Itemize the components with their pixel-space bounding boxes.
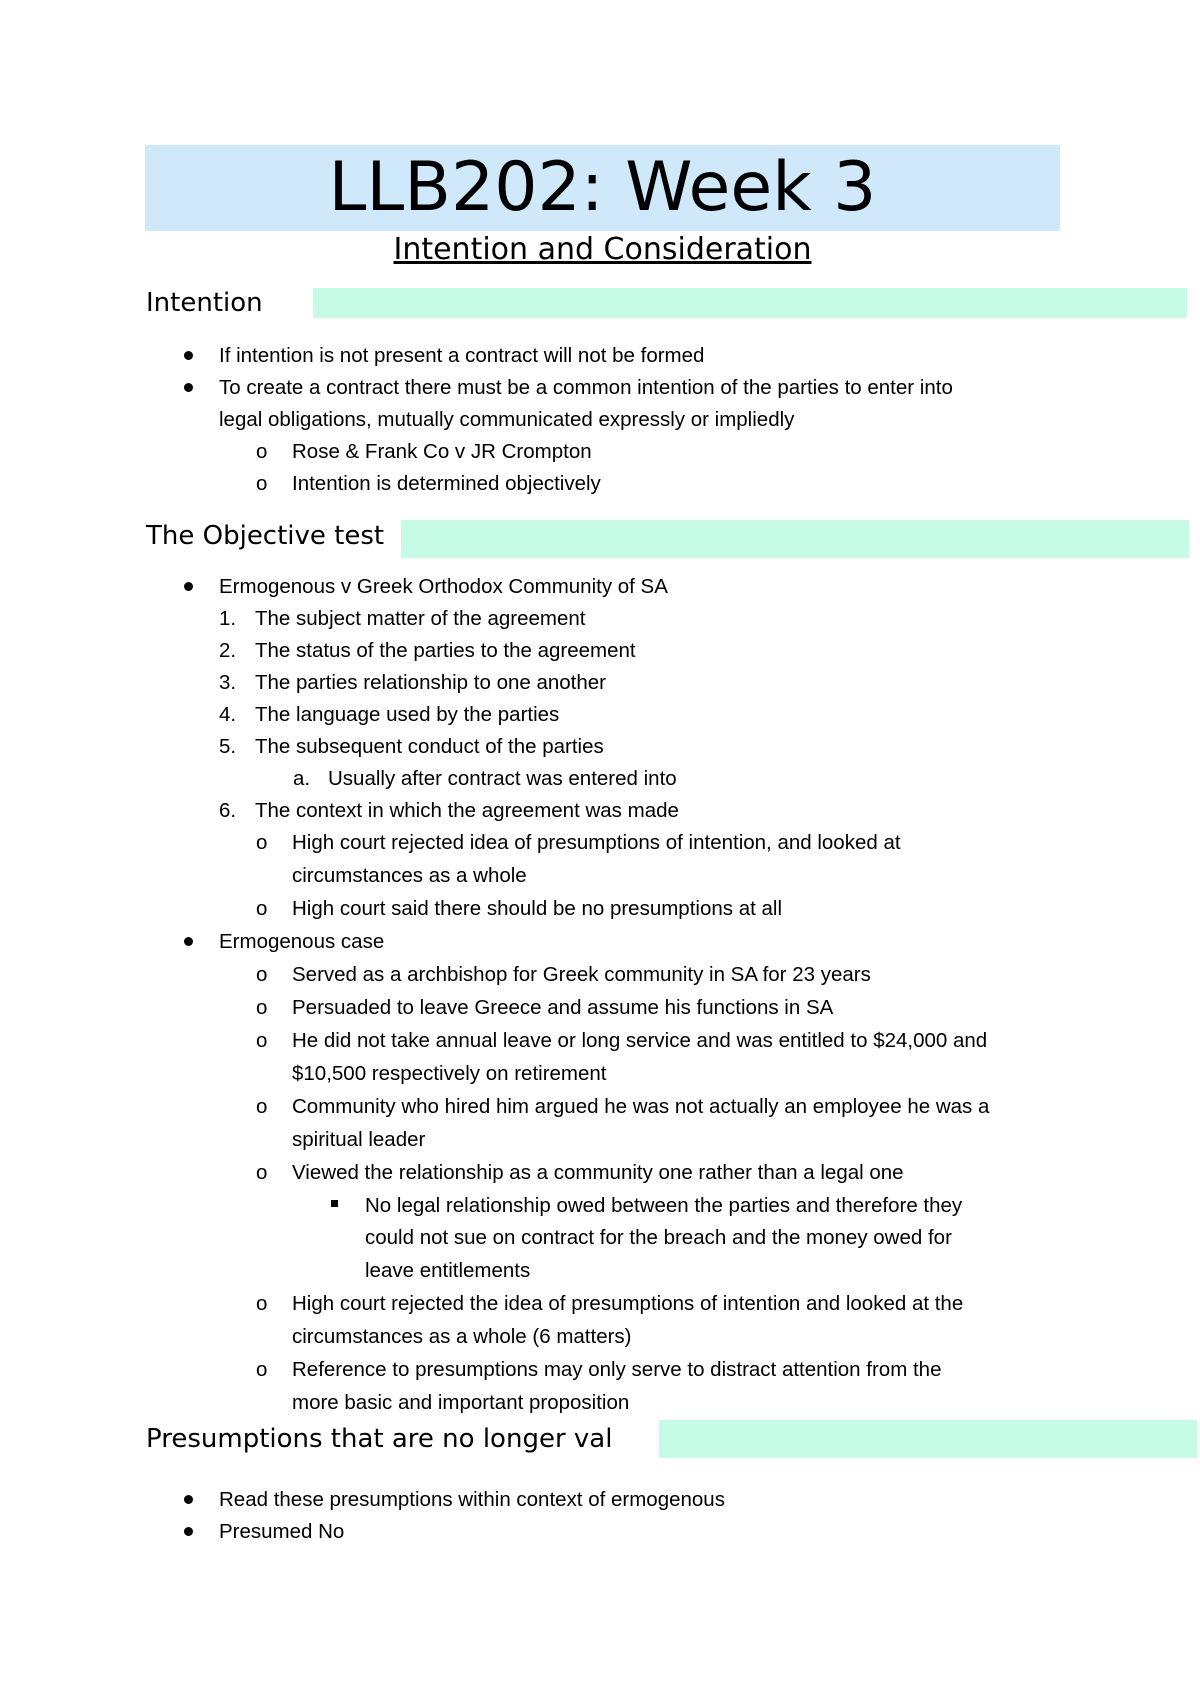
square-bullet-icon xyxy=(331,1200,338,1207)
list-item: The subject matter of the agreement xyxy=(255,607,586,630)
list-item-continuation: could not sue on contract for the breach and the money owed for xyxy=(365,1226,952,1249)
list-item: He did not take annual leave or long service and was entitled to $24,000 and xyxy=(292,1029,988,1052)
list-item-continuation: leave entitlements xyxy=(365,1259,531,1282)
list-number: 5. xyxy=(219,735,237,758)
list-number: 2. xyxy=(219,639,237,662)
list-item: High court said there should be no presumptions at all xyxy=(292,897,783,920)
list-item-continuation: spiritual leader xyxy=(292,1128,426,1151)
list-item: High court rejected the idea of presumptions of intention and looked at the xyxy=(292,1292,964,1315)
hollow-bullet-icon: o xyxy=(256,1029,268,1052)
list-item-continuation: circumstances as a whole xyxy=(292,864,527,887)
title-banner xyxy=(145,145,1060,231)
list-item: The language used by the parties xyxy=(255,703,560,726)
hollow-bullet-icon: o xyxy=(256,1161,268,1184)
list-item-continuation: more basic and important proposition xyxy=(292,1391,630,1414)
list-item-continuation: $10,500 respectively on retirement xyxy=(292,1062,607,1085)
list-item: No legal relationship owed between the parties and therefore they xyxy=(365,1194,963,1217)
list-item: The status of the parties to the agreement xyxy=(255,639,636,662)
list-item: Usually after contract was entered into xyxy=(328,767,677,790)
list-item: Intention is determined objectively xyxy=(292,472,601,495)
list-item: The parties relationship to one another xyxy=(255,671,607,694)
bullet-icon xyxy=(184,351,193,360)
list-item: The context in which the agreement was made xyxy=(255,799,679,822)
list-item: Ermogenous case xyxy=(219,930,385,953)
hollow-bullet-icon: o xyxy=(256,831,268,854)
hollow-bullet-icon: o xyxy=(256,472,268,495)
hollow-bullet-icon: o xyxy=(256,1292,268,1315)
section-heading-presumptions: Presumptions that are no longer val xyxy=(146,1424,613,1454)
list-item: Viewed the relationship as a community one rather than a legal one xyxy=(292,1161,904,1184)
section-heading-intention: Intention xyxy=(146,288,263,318)
hollow-bullet-icon: o xyxy=(256,963,268,986)
list-item: Ermogenous v Greek Orthodox Community of SA xyxy=(219,575,668,598)
list-number: 6. xyxy=(219,799,237,822)
list-item: Persuaded to leave Greece and assume his functions in SA xyxy=(292,996,834,1019)
hollow-bullet-icon: o xyxy=(256,897,268,920)
list-item: The subsequent conduct of the parties xyxy=(255,735,604,758)
hollow-bullet-icon: o xyxy=(256,440,268,463)
list-item: Community who hired him argued he was not actually an employee he was a xyxy=(292,1095,990,1118)
bullet-icon xyxy=(184,1495,193,1504)
list-item-continuation: circumstances as a whole (6 matters) xyxy=(292,1325,632,1348)
list-item: Rose & Frank Co v JR Crompton xyxy=(292,440,592,463)
list-letter: a. xyxy=(293,767,311,790)
heading-highlight xyxy=(401,520,1189,558)
list-item-continuation: legal obligations, mutually communicated expressly or impliedly xyxy=(219,408,795,431)
list-item: To create a contract there must be a common intention of the parties to enter into xyxy=(219,376,953,399)
heading-highlight xyxy=(659,1420,1197,1458)
hollow-bullet-icon: o xyxy=(256,996,268,1019)
heading-highlight xyxy=(313,288,1187,318)
list-number: 1. xyxy=(219,607,237,630)
page-title: LLB202: Week 3 xyxy=(328,148,877,227)
hollow-bullet-icon: o xyxy=(256,1095,268,1118)
list-number: 3. xyxy=(219,671,237,694)
list-item: Read these presumptions within context of ermogenous xyxy=(219,1488,725,1511)
hollow-bullet-icon: o xyxy=(256,1358,268,1381)
list-item: If intention is not present a contract will not be formed xyxy=(219,344,705,367)
section-heading-objective-test: The Objective test xyxy=(146,521,385,551)
page-subtitle: Intention and Consideration xyxy=(393,232,812,267)
list-item: Reference to presumptions may only serve to distract attention from the xyxy=(292,1358,942,1381)
list-item: High court rejected idea of presumptions of intention, and looked at xyxy=(292,831,901,854)
bullet-icon xyxy=(184,937,193,946)
bullet-icon xyxy=(184,582,193,591)
bullet-icon xyxy=(184,1527,193,1536)
list-item: Presumed No xyxy=(219,1520,345,1543)
list-item: Served as a archbishop for Greek community in SA for 23 years xyxy=(292,963,871,986)
list-number: 4. xyxy=(219,703,237,726)
bullet-icon xyxy=(184,383,193,392)
